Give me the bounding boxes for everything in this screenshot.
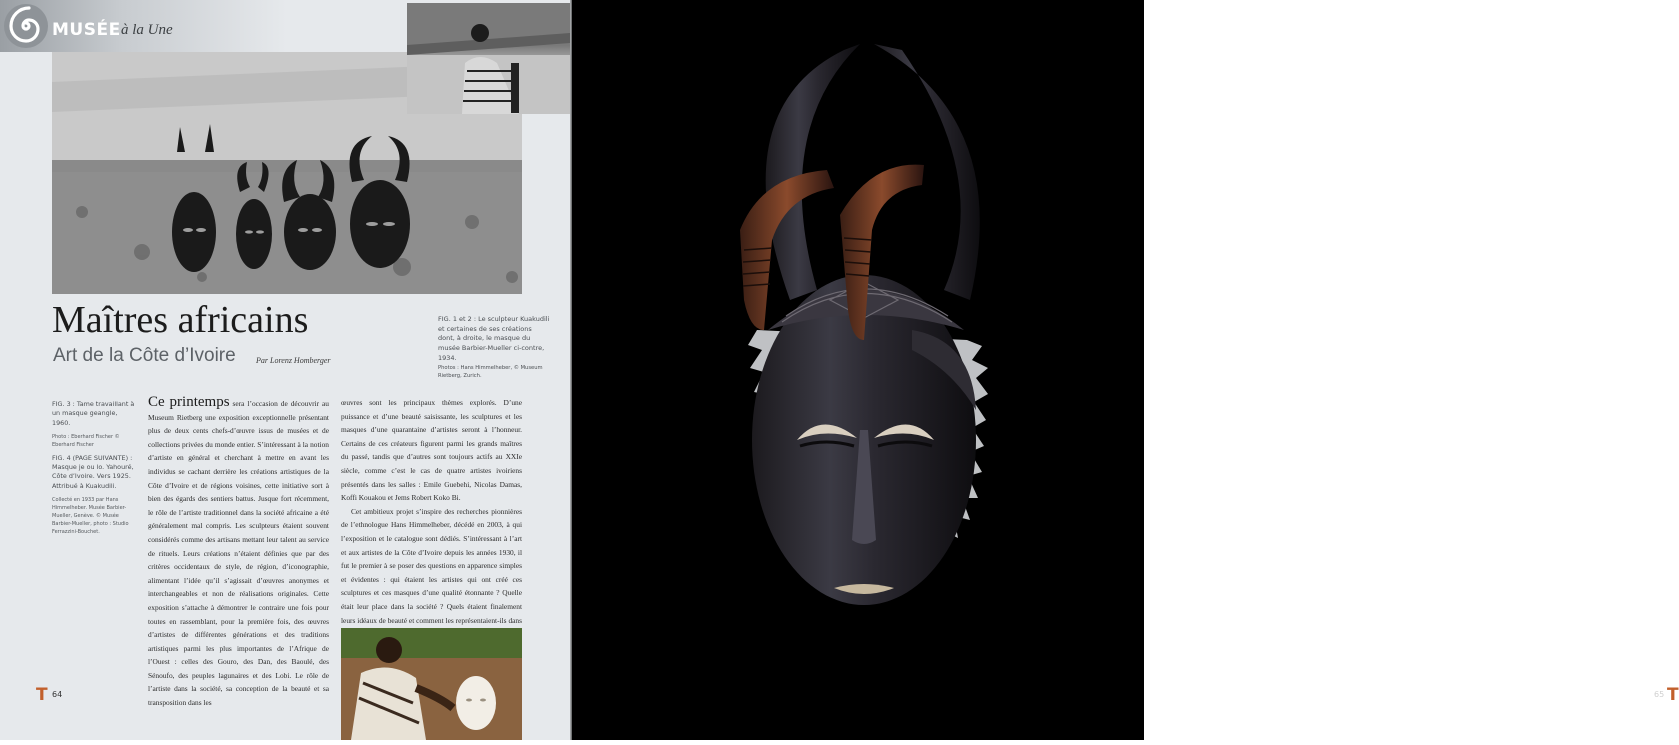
section-title: MUSÉE (52, 20, 121, 40)
body-column-1 (148, 394, 330, 708)
figure-caption-4: FIG. 4 (PAGE SUIVANTE) : Masque je ou lo. Yahouré, Côte d’Ivoire. Vers 1925. Attribué à Kuakudili. (52, 453, 134, 490)
sculptor-photo (407, 3, 570, 114)
lead-words: Ce printemps (148, 394, 230, 410)
left-page (0, 0, 571, 740)
body-paragraph: Cet ambitieux projet s’inspire des recherches pionnières de l’ethnologue Hans Himmelheber, décédé en 2003, à qui l’exposition et le catalogue sont dédiés. S’intéressant à l’art et aux artistes de la Côte d’Ivoire depuis les années 1930, il fut le premier à se poser des questions en apparence simples et évidentes : qui étaient les artistes qui ont créé ces sculptures et ces masques d’une qualité étonnante ? Quelle était leur place dans la société ? Quels étaient finalement leurs idéaux de beauté et comment les représentaient-ils dans (341, 506, 522, 625)
figure-caption-1-2 (438, 315, 550, 381)
caption-credit-3: Photo : Eberhard Fischer © Eberhard Fischer (52, 433, 120, 448)
caption-credit-4: Collecté en 1933 par Hans Himmelheber. Musée Barbier-Mueller, Genève. © Musée Barbier-Mueller, photo : Studio Ferrazzini-Bouchet. (52, 497, 129, 536)
magazine-logo-right: T (1667, 685, 1679, 705)
spiral-logo-icon (3, 3, 49, 49)
sculptor-photo-art (407, 3, 570, 114)
body-paragraph: œuvres sont les principaux thèmes explorés. D’une puissance et d’une beauté saisissante, les sculptures et les masques d’une quarantaine d’artistes seront à l’honneur. Certains de ces créateurs figurent parmi les grands maîtres du passé, tandis que d’autres sont toujours actifs au XXIe siècle, comme c’est le cas de quatre artistes ivoiriens présentés dans les salles : Emile Guebehi, Nicolas Damas, Koffi Kouakou et Jems Robert Koko Bi. (341, 398, 522, 503)
body-paragraph (148, 396, 329, 710)
article-subtitle: Art de la Côte d’Ivoire (53, 345, 236, 366)
figure-caption-3: FIG. 3 : Tame travaillant à un masque geangle, 1960. (52, 400, 135, 427)
magazine-logo: T (36, 685, 48, 705)
right-page (572, 0, 1679, 740)
yahoure-mask-photo (572, 0, 1144, 740)
article-byline: Par Lorenz Homberger (256, 356, 331, 365)
side-captions (52, 400, 136, 541)
body-text: sera l’occasion de découvrir au Museum Rietberg une exposition exceptionnelle présentant plus de deux cents chefs-d’œuvre issus de musées et de collections privées du monde entier. S’intéressant à la notion d’artiste en général et cherchant à mettre en avant les individus se cachant derrière les créations artistiques de la Côte d’Ivoire et de régions voisines, cette initiative sort à bien des égards des sentiers battus. Jusque fort récemment, le rôle de l’artiste traditionnel dans la société africaine a été généralement mal compris. Les sculpteurs étaient souvent considérés comme des artisans mettant leur talent au service de rituels. Leurs créations n’étaient définies que par des critères occidentaux de style, de région, d’iconographie, alimentant l’idée qu’il s’agissait d’œuvres anonymes et interchangeables et non de réalisations originales. Cette exposition s’attache à démontrer le contraire une fois pour toutes en rassemblant, pour la première fois, des œuvres d’artistes de différentes générations et des traditions artistiques parmi les plus importantes de l’Afrique de l’Ouest : celles des Gouro, des Dan, des Baoulé, des Sénoufo, des peuples lagunaires et des Lobi. Le rôle de l’artiste dans la société, sa conception de la beauté et sa transposition dans les (148, 399, 330, 708)
carver-photo (341, 628, 522, 740)
article-title: Maîtres africains (52, 299, 309, 341)
section-subtitle: à la Une (121, 22, 173, 38)
body-column-2 (341, 396, 522, 626)
caption-text: FIG. 1 et 2 : Le sculpteur Kuakudili et certaines de ses créations dont, à droite, le masque du musée Barbier-Mueller ci-contre, 1934. (438, 315, 550, 362)
page-number-left: 64 (52, 690, 63, 699)
caption-credit: Photos : Hans Himmelheber, © Museum Rietberg, Zurich. (438, 364, 543, 380)
carver-photo-art (341, 628, 522, 740)
page-number-right: 65 (1654, 690, 1665, 699)
